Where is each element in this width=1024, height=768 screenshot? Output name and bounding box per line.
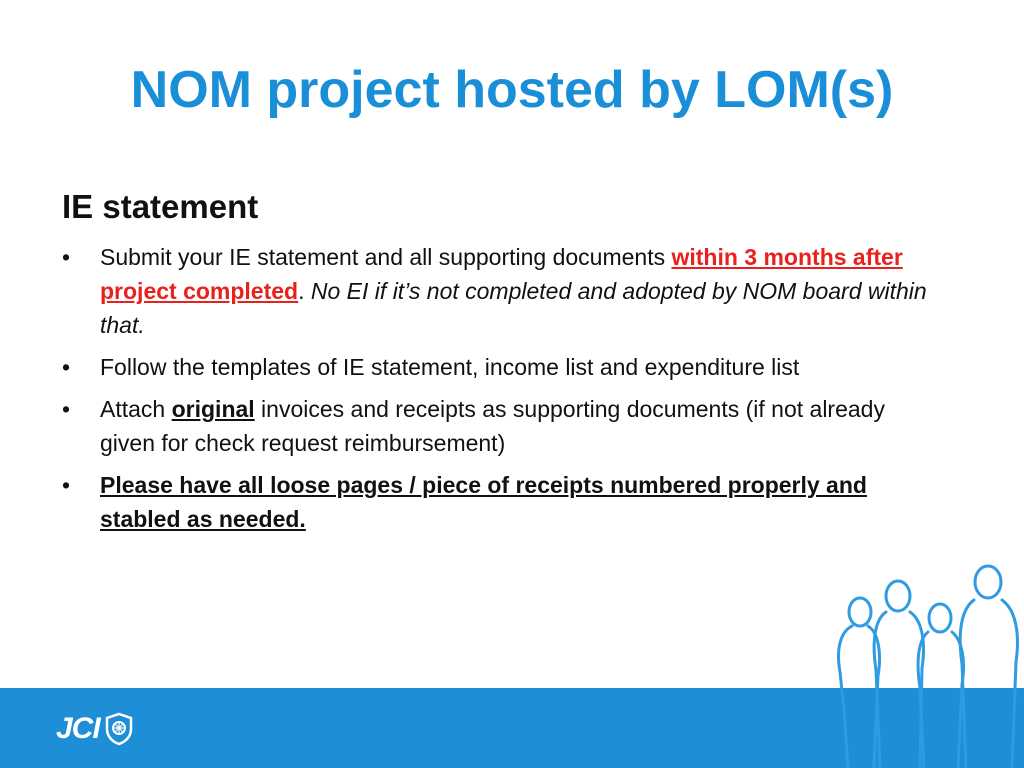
bullet-text-emphasis: Please have all loose pages / piece of receipts numbered properly and stabled as needed. (100, 472, 867, 532)
bullet-item-attach (62, 392, 942, 460)
bullet-item-templates (62, 350, 942, 384)
bullet-text-rest: invoices and receipts as supporting documents (if not already given for check request reimbursement) (100, 396, 885, 456)
bullet-text: Follow the templates of IE statement, income list and expenditure list (100, 354, 800, 380)
people-silhouette-icon (830, 560, 1024, 768)
logo-text: JCI (56, 712, 100, 745)
original-emphasis: original (171, 396, 255, 422)
bullet-list (62, 240, 942, 544)
bullet-text: Attach (100, 396, 172, 422)
bullet-dot: • (62, 244, 71, 270)
bullet-text: Submit your IE statement and all supporting documents (100, 244, 672, 270)
bullet-dot: • (62, 354, 71, 380)
jci-emblem-icon (104, 712, 134, 746)
slide-title: NOM project hosted by LOM(s) (130, 61, 894, 119)
section-heading: IE statement (62, 188, 259, 225)
bullet-italic-note: No EI if it’s not completed and adopted by NOM board within that. (100, 278, 927, 338)
bullet-text-punct: . (298, 278, 311, 304)
deadline-highlight: within 3 months after project completed (100, 244, 903, 304)
bullet-item-numbering (62, 468, 942, 536)
bullet-item-submit (62, 240, 942, 342)
bullet-dot: • (62, 472, 71, 498)
jci-logo (56, 712, 134, 746)
bullet-dot: • (62, 396, 71, 422)
